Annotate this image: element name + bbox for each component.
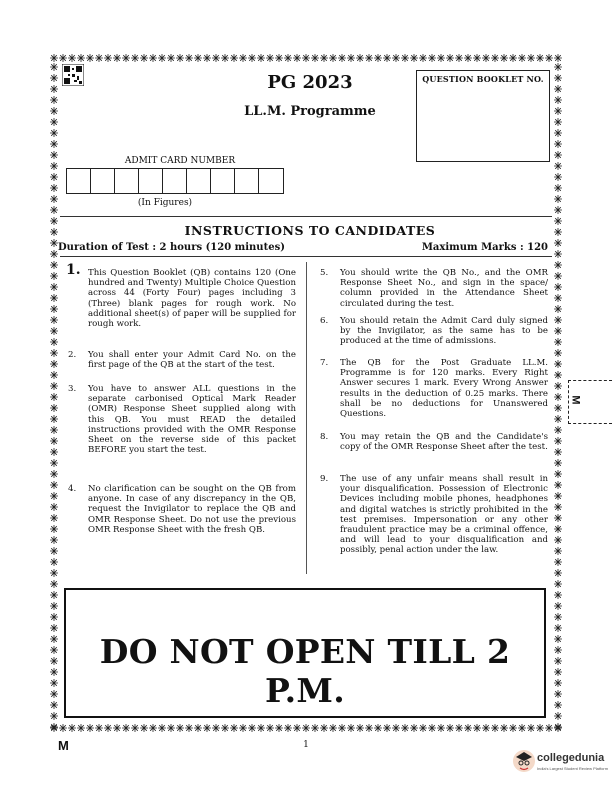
instructions-heading: INSTRUCTIONS TO CANDIDATES — [184, 223, 436, 238]
instruction-text: You should write the QB No., and the OMR Response Sheet No., and sign in the space/ column provided in the Attendance Sheet circulated during the test. — [340, 268, 548, 309]
qr-code-icon — [62, 64, 84, 86]
page-number: 1 — [303, 740, 309, 750]
max-marks-text: Maximum Marks : 120 — [421, 242, 548, 253]
series-code: M — [58, 738, 69, 753]
admit-card-number-field[interactable] — [66, 168, 284, 194]
watermark-tagline: India's Largest Student Review Platform — [537, 766, 609, 771]
column-divider — [306, 262, 307, 574]
instruction-text: You should retain the Admit Card duly signed by the Invigilator, as the same has to be produced at the time of admissions. — [340, 316, 548, 347]
duration-text: Duration of Test : 2 hours (120 minutes) — [58, 242, 285, 253]
admit-digit-cell[interactable] — [91, 169, 115, 193]
question-booklet-box — [416, 70, 550, 162]
instruction-text: This Question Booklet (QB) contains 120 (One hundred and Twenty) Multiple Choice Question across 44 (Forty Four) pages including 3 (Three) blank pages for rough work. No additional sheet(s) of paper will be supplied for rough work. — [88, 268, 296, 330]
admit-card-label: ADMIT CARD NUMBER — [124, 156, 236, 166]
divider — [60, 216, 552, 217]
programme-name: LL.M. Programme — [244, 104, 376, 119]
instruction-text: No clarification can be sought on the QB from anyone. In case of any discrepancy in the QB, request the Invigilator to replace the QB and OMR Response Sheet. Do not use the previous OMR Response Sheet with the fresh QB. — [88, 484, 296, 535]
instruction-number: 3. — [68, 384, 77, 394]
instruction-number: 6. — [320, 316, 329, 326]
series-side-tab — [568, 380, 612, 424]
exam-title: PG 2023 — [267, 72, 353, 93]
instruction-number: 2. — [68, 350, 77, 360]
admit-digit-cell[interactable] — [235, 169, 259, 193]
admit-digit-cell[interactable] — [211, 169, 235, 193]
instruction-number: 5. — [320, 268, 329, 278]
warning-text: DO NOT OPEN TILL 2 P.M. — [99, 632, 511, 710]
instruction-text: You may retain the QB and the Candidate's copy of the OMR Response Sheet after the test. — [340, 432, 548, 453]
instruction-number: 7. — [320, 358, 329, 368]
instruction-text: The use of any unfair means shall result in your disqualification. Possession of Electronic Devices including mobile phones, headphones and digital watches is strictly prohibited in the test premises. Impersonation or any other fraudulent practice may be a criminal offence, and will lead to your disqualification and possibly, penal action under the law. — [340, 474, 548, 556]
admit-digit-cell[interactable] — [67, 169, 91, 193]
admit-digit-cell[interactable] — [187, 169, 211, 193]
divider — [60, 256, 552, 257]
instruction-text: You shall enter your Admit Card No. on the first page of the QB at the start of the test. — [88, 350, 296, 371]
instruction-number: 4. — [68, 484, 77, 494]
instruction-text: The QB for the Post Graduate LL.M. Programme is for 120 marks. Every Right Answer secures 1 mark. Every Wrong Answer results in the deduction of 0.25 marks. There shall be no deductions for Unanswered Questions. — [340, 358, 548, 420]
instruction-number: 9. — [320, 474, 329, 484]
collegedunia-logo-icon — [512, 748, 536, 774]
in-figures-note: (In Figures) — [137, 198, 193, 208]
side-series-code: M — [569, 395, 582, 405]
instruction-text: You have to answer ALL questions in the separate carbonised Optical Mark Reader (OMR) Response Sheet supplied along with this QB. You must READ the detailed instructions provided with the OMR Response Sheet on the reverse side of this packet BEFORE you start the test. — [88, 384, 296, 456]
instruction-number: 8. — [320, 432, 329, 442]
instructions-left-column — [66, 262, 298, 588]
admit-digit-cell[interactable] — [139, 169, 163, 193]
watermark-brand: collegedunia — [537, 752, 605, 764]
question-booklet-label: QUESTION BOOKLET NO. — [422, 74, 544, 84]
instructions-right-column — [320, 268, 550, 588]
admit-digit-cell[interactable] — [163, 169, 187, 193]
admit-digit-cell[interactable] — [115, 169, 139, 193]
admit-digit-cell[interactable] — [259, 169, 283, 193]
instruction-number: 1. — [66, 262, 81, 278]
